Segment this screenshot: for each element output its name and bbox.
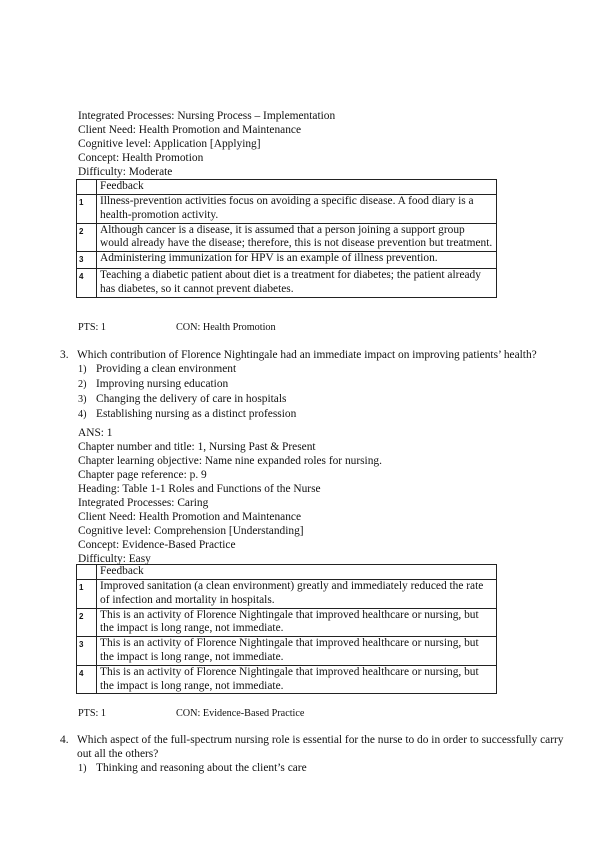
client-need: Client Need: Health Promotion and Maintenance — [78, 511, 302, 523]
heading: Heading: Table 1-1 Roles and Functions of the Nurse — [78, 483, 321, 495]
question-text: Which aspect of the full-spectrum nursing role is essential for the nurse to do in order to successfully carry out all the others? — [77, 734, 564, 760]
cognitive-level: Cognitive level: Application [Applying] — [78, 138, 261, 150]
list-item: 3) Changing the delivery of care in hospitals — [78, 393, 287, 405]
answer: ANS: 1 — [78, 427, 113, 439]
q3-metadata — [78, 426, 382, 566]
concept: Concept: Health Promotion — [78, 152, 204, 164]
learning-objective: Chapter learning objective: Name nine expanded roles for nursing. — [78, 455, 382, 467]
points: PTS: 1 — [78, 708, 107, 719]
difficulty: Difficulty: Moderate — [78, 166, 173, 178]
q2-feedback-table — [76, 179, 497, 298]
feedback-header: Feedback — [97, 180, 497, 195]
list-item: 1) Providing a clean environment — [78, 363, 237, 375]
table-row: 4 Teaching a diabetic patient about diet is a treatment for diabetes; the patient already has diabetes, so it cannot prevent diabetes. — [77, 268, 497, 297]
table-row: 2 This is an activity of Florence Nightingale that improved healthcare or nursing, but the impact is long range, not immediate. — [77, 608, 497, 637]
q4-options — [78, 761, 307, 776]
list-item: 4) Establishing nursing as a distinct profession — [78, 408, 297, 420]
points: PTS: 1 — [78, 322, 107, 333]
concept-tag: CON: Evidence-Based Practice — [176, 708, 305, 719]
q2-metadata — [78, 109, 335, 179]
client-need: Client Need: Health Promotion and Maintenance — [78, 124, 302, 136]
table-row: 1 Illness-prevention activities focus on avoiding a specific disease. A food diary is a health-promotion activity. — [77, 195, 497, 224]
table-row: 3 This is an activity of Florence Nightingale that improved healthcare or nursing, but the impact is long range, not immediate. — [77, 637, 497, 666]
integrated-processes: Integrated Processes: Caring — [78, 497, 209, 509]
cognitive-level: Cognitive level: Comprehension [Understanding] — [78, 525, 304, 537]
page-reference: Chapter page reference: p. 9 — [78, 469, 207, 481]
table-row: 2 Although cancer is a disease, it is assumed that a person joining a support group would already have the disease; therefore, this is not disease prevention but treatment. — [77, 223, 497, 252]
q3-points-line — [78, 708, 305, 719]
concept: Concept: Evidence-Based Practice — [78, 539, 236, 551]
list-item: 2) Improving nursing education — [78, 378, 229, 390]
q3-feedback-table — [76, 564, 497, 694]
list-item: 1) Thinking and reasoning about the client’s care — [78, 762, 307, 774]
question-number: 4. — [60, 734, 69, 746]
concept-tag: CON: Health Promotion — [176, 322, 276, 333]
question-3 — [60, 348, 570, 362]
table-row: 1 Improved sanitation (a clean environment) greatly and immediately reduced the rate of infection and mortality in hospitals. — [77, 580, 497, 609]
feedback-header: Feedback — [97, 565, 497, 580]
question-text: Which contribution of Florence Nightingale had an immediate impact on improving patients’ health? — [77, 349, 537, 361]
q2-points-line — [78, 322, 276, 333]
q3-options — [78, 362, 296, 422]
question-4 — [60, 733, 570, 761]
difficulty: Difficulty: Easy — [78, 553, 151, 565]
integrated-processes: Integrated Processes: Nursing Process – Implementation — [78, 110, 336, 122]
table-row: 4 This is an activity of Florence Nightingale that improved healthcare or nursing, but the impact is long range, not immediate. — [77, 665, 497, 694]
question-number: 3. — [60, 349, 69, 361]
chapter-title: Chapter number and title: 1, Nursing Past & Present — [78, 441, 316, 453]
table-row: 3 Administering immunization for HPV is an example of illness prevention. — [77, 252, 497, 269]
